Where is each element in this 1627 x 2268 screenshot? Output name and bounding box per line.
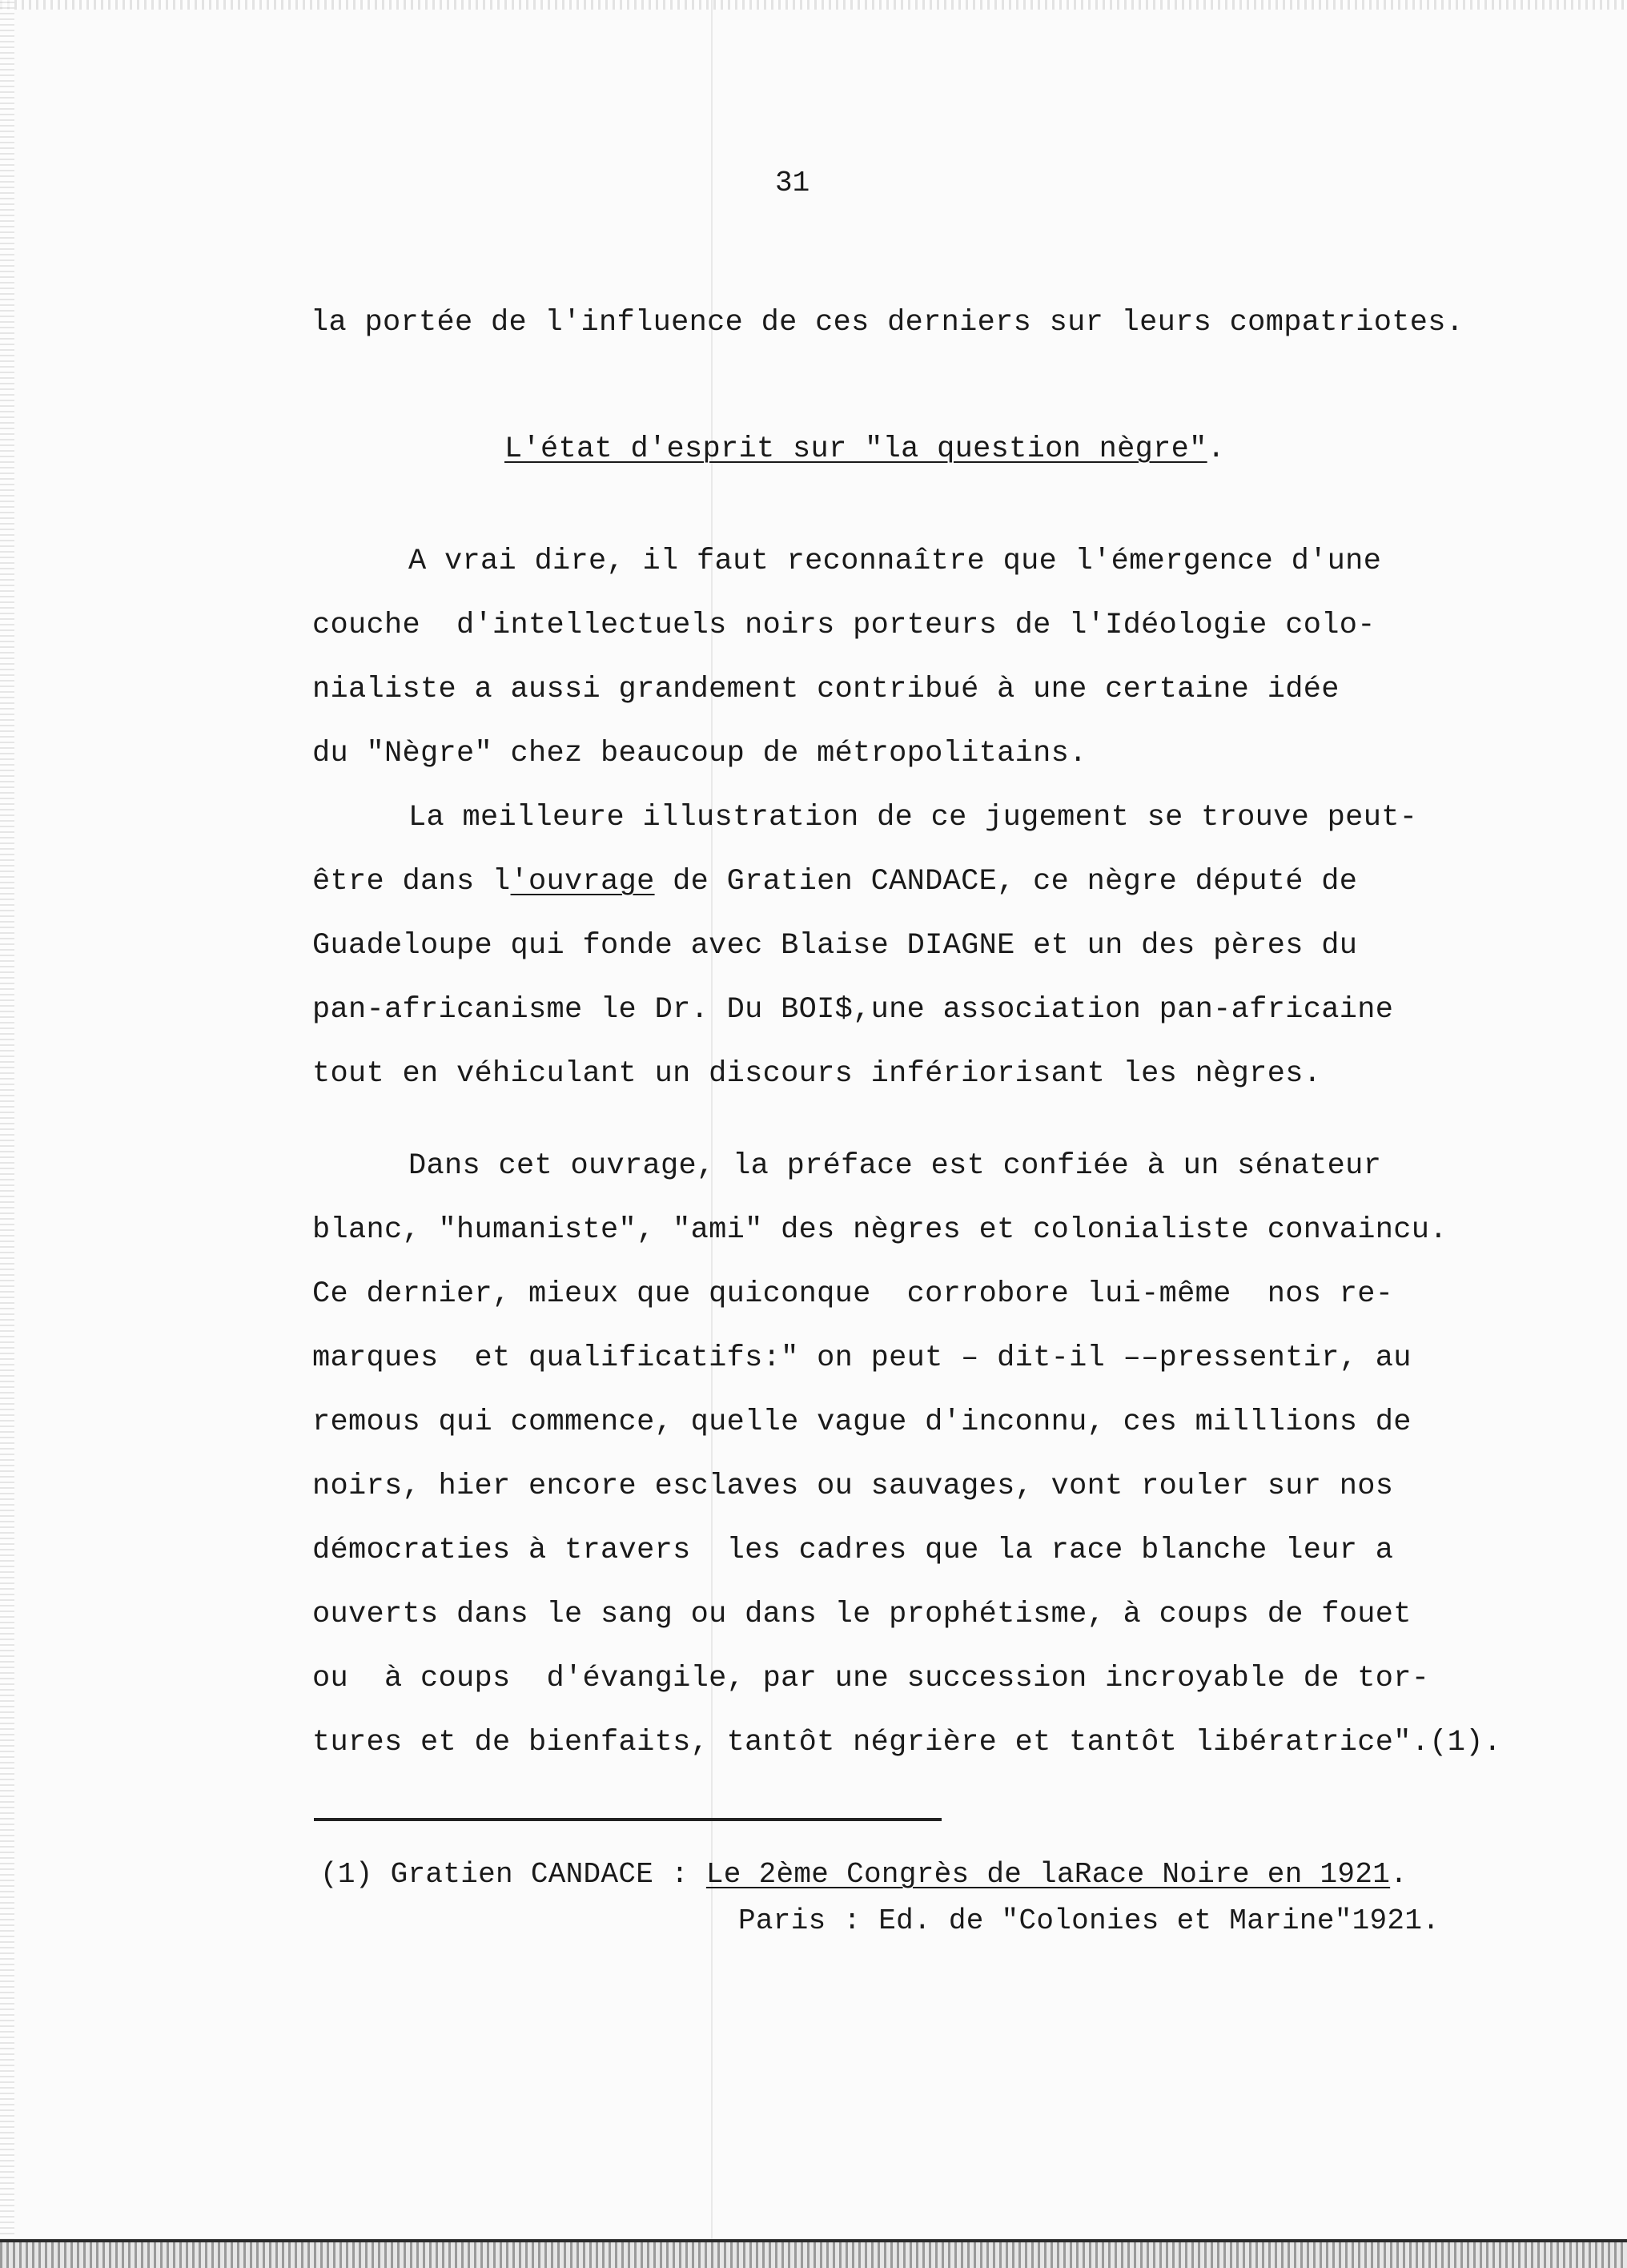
footnote-marker: (1) Gratien CANDACE : <box>320 1858 689 1891</box>
page-number: 31 <box>775 167 810 199</box>
page-fold-shadow <box>711 0 713 2268</box>
paragraph-2-line-2-pre: être dans l <box>312 865 511 899</box>
footnote-title-trail: . <box>1390 1858 1408 1891</box>
footnote-separator <box>314 1818 942 1821</box>
footnote-line-2: Paris : Ed. de "Colonies et Marine"1921. <box>738 1904 1440 1937</box>
paragraph-3-line-4: marques et qualificatifs:" on peut – dit-il ––pressentir, au <box>312 1341 1412 1375</box>
paragraph-3-line-10: tures et de bienfaits, tantôt négrière et tantôt libératrice".(1). <box>312 1726 1502 1759</box>
paragraph-3-line-3: Ce dernier, mieux que quiconque corrobore lui-même nos re- <box>312 1277 1394 1311</box>
footnote-title: Le 2ème Congrès de laRace Noire en 1921 <box>705 1858 1391 1891</box>
section-heading-trail: . <box>1207 432 1226 466</box>
section-heading-text: L'état d'esprit sur "la question nègre" <box>504 432 1207 466</box>
paragraph-2-line-5: tout en véhiculant un discours infériorisant les nègres. <box>312 1057 1322 1091</box>
paragraph-3-line-2: blanc, "humaniste", "ami" des nègres et colonialiste convaincu. <box>312 1213 1448 1247</box>
paragraph-3-line-7: démocraties à travers les cadres que la race blanche leur a <box>312 1534 1394 1567</box>
intro-line: la portée de l'influence de ces derniers sur leurs compatriotes. <box>311 306 1464 340</box>
underlined-ouvrage: 'ouvrage <box>510 865 655 899</box>
paragraph-2-line-2 <box>312 865 1357 899</box>
paragraph-3-line-5: remous qui commence, quelle vague d'inconnu, ces milllions de <box>312 1405 1412 1439</box>
paragraph-3-line-1: Dans cet ouvrage, la préface est confiée à un sénateur <box>408 1149 1382 1183</box>
paragraph-2-line-4: pan-africanisme le Dr. Du BOI$,une association pan-africaine <box>312 993 1394 1027</box>
paragraph-1-line-4: du "Nègre" chez beaucoup de métropolitains. <box>312 737 1087 770</box>
paragraph-1-line-1: A vrai dire, il faut reconnaître que l'émergence d'une <box>408 545 1382 578</box>
paragraph-2-line-3: Guadeloupe qui fonde avec Blaise DIAGNE et un des pères du <box>312 929 1358 963</box>
scan-edge-bottom <box>0 2242 1627 2268</box>
paragraph-3-line-6: noirs, hier encore esclaves ou sauvages, vont rouler sur nos <box>312 1470 1394 1503</box>
paragraph-2-line-2-post: de Gratien CANDACE, ce nègre député de <box>654 865 1358 899</box>
scan-edge-top <box>0 0 1627 10</box>
footnote-line-1 <box>320 1858 1408 1891</box>
paragraph-1-line-3: nialiste a aussi grandement contribué à une certaine idée <box>312 673 1340 706</box>
section-heading <box>504 432 1225 466</box>
scan-edge-left <box>0 0 14 2268</box>
paragraph-3-line-9: ou à coups d'évangile, par une succession incroyable de tor- <box>312 1662 1430 1695</box>
paragraph-3-line-8: ouverts dans le sang ou dans le prophétisme, à coups de fouet <box>312 1598 1412 1631</box>
paragraph-1-line-2: couche d'intellectuels noirs porteurs de l'Idéologie colo- <box>312 609 1376 642</box>
paragraph-2-line-1: La meilleure illustration de ce jugement se trouve peut- <box>408 801 1418 834</box>
